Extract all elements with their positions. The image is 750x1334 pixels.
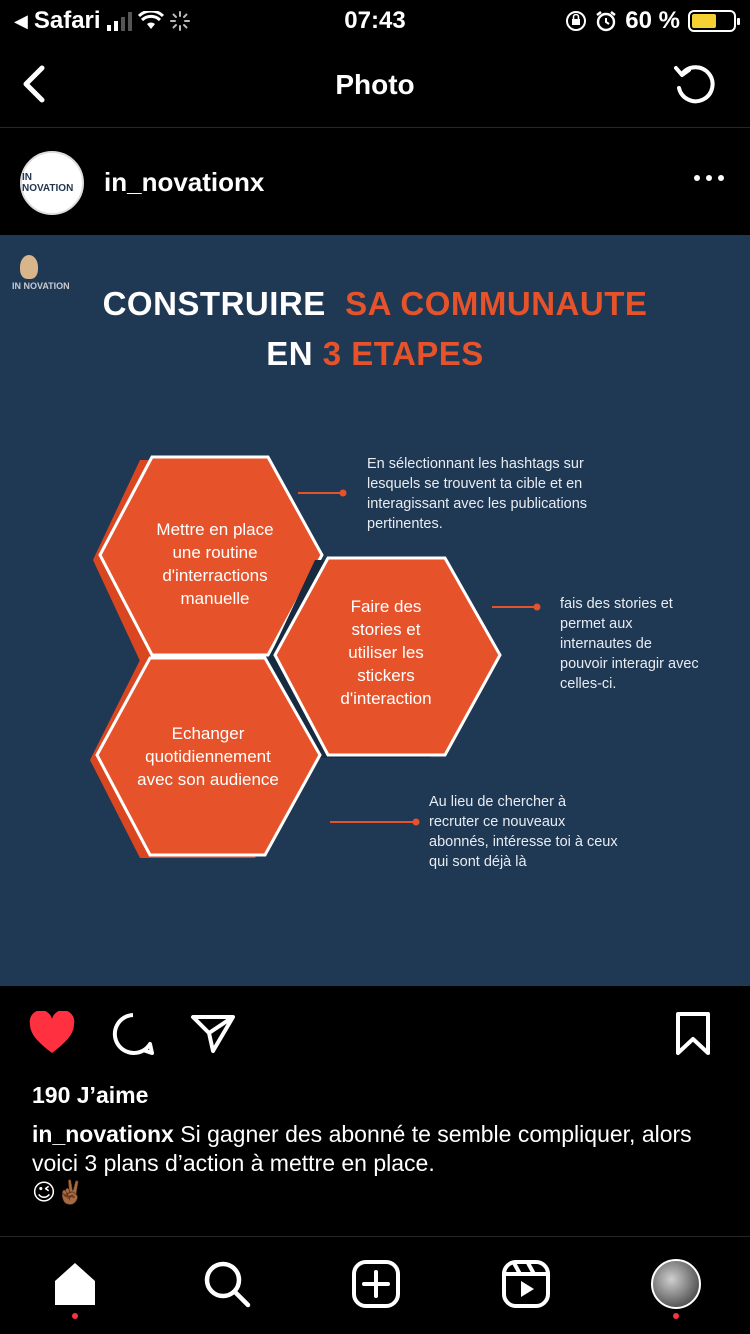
connector-3-dot (413, 819, 420, 826)
headline-white-2: EN (266, 335, 314, 372)
refresh-icon[interactable] (670, 60, 720, 110)
share-icon[interactable] (190, 1013, 236, 1055)
back-chevron-icon[interactable] (14, 62, 58, 106)
headline-orange-1: SA COMMUNAUTE (345, 285, 648, 322)
home-icon[interactable] (50, 1259, 100, 1309)
loading-spinner-icon (170, 11, 190, 31)
post-actions (0, 1005, 750, 1065)
caption-emojis: 😉✌🏾 (32, 1179, 85, 1205)
post-username[interactable]: in_novationx (104, 167, 265, 197)
reels-icon[interactable] (501, 1259, 551, 1309)
profile-notification-dot (673, 1313, 679, 1319)
more-options-icon[interactable] (694, 175, 724, 181)
step-2-label: Faire des stories et utiliser les stickers d'interaction (340, 597, 432, 708)
avatar[interactable] (20, 151, 84, 215)
orientation-lock-icon (565, 10, 587, 32)
step-1-label: Mettre en place une routine d'interractions manuelle (156, 520, 274, 608)
create-post-icon[interactable] (351, 1259, 401, 1309)
status-time: 07:43 (344, 7, 406, 34)
headline-white-1: CONSTRUIRE (102, 285, 326, 322)
like-heart-icon[interactable] (28, 1011, 76, 1055)
search-icon[interactable] (202, 1259, 252, 1309)
caption-username[interactable]: in_novationx (32, 1121, 174, 1147)
brand-logo-text: IN NOVATION (12, 281, 70, 291)
status-bar (0, 0, 750, 42)
home-notification-dot (72, 1313, 78, 1319)
avatar-text: IN NOVATION (22, 171, 74, 194)
profile-avatar[interactable] (651, 1259, 701, 1309)
alarm-icon (595, 10, 617, 32)
battery-percent: 60 % (625, 7, 680, 34)
back-to-app-icon[interactable]: ◀ (14, 10, 28, 31)
caption-text: Si gagner des abonné te semble compliquer, alors voici 3 plans d’action à mettre en place. (32, 1121, 692, 1176)
note-3: Au lieu de chercher à recruter ce nouveaux abonnés, intéresse toi à ceux qui sont déjà là (429, 794, 618, 870)
tab-bar (0, 1236, 750, 1334)
note-1: En sélectionnant les hashtags sur lesquels se trouvent ta cible et en interagissant avec les publications pertinentes. (367, 456, 588, 532)
status-left (14, 7, 190, 35)
likes-count[interactable]: 190 J’aime (32, 1082, 149, 1108)
connector-1-dot (340, 490, 347, 497)
wifi-icon (138, 11, 164, 31)
step-3-label: Echanger quotidiennement avec son audience (137, 724, 279, 789)
bookmark-icon[interactable] (674, 1011, 712, 1057)
post-image[interactable] (0, 235, 750, 986)
post-header (0, 130, 750, 235)
signal-icon (107, 11, 132, 31)
note-2: fais des stories et permet aux internautes de pouvoir interagir avec celles-ci. (560, 596, 699, 692)
status-right (565, 7, 736, 35)
status-carrier[interactable]: Safari (33, 7, 101, 34)
connector-2-dot (534, 604, 541, 611)
comment-icon[interactable] (110, 1011, 156, 1057)
battery-icon (688, 10, 736, 32)
page-title: Photo (335, 68, 415, 100)
post-caption (32, 1120, 732, 1207)
headline-orange-2: 3 ETAPES (322, 335, 484, 372)
nav-header (0, 42, 750, 128)
